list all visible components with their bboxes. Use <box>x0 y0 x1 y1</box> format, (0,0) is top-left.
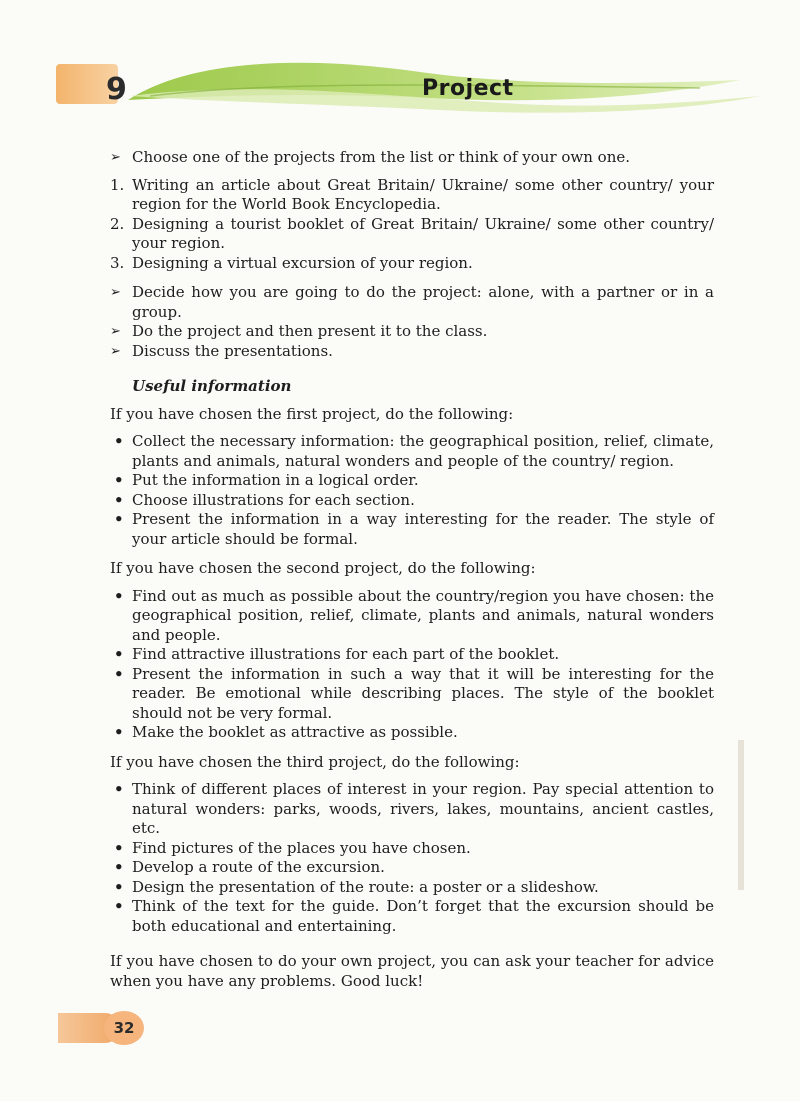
section-intro: If you have chosen the first project, do the following: <box>110 404 514 423</box>
steps-list <box>110 283 714 361</box>
list-item: • Develop a route of the excursion. <box>110 858 714 878</box>
page-content <box>110 148 714 991</box>
header-banner <box>0 0 800 140</box>
list-item: • Present the information in such a way that it will be interesting for the reader. Be emotional while describing places. The style of the booklet should not be very formal. <box>110 665 714 724</box>
list-item: ➢ Decide how you are going to do the project: alone, with a partner or in a group. <box>110 283 714 322</box>
page-title: Project <box>422 76 514 101</box>
closing-paragraph: If you have chosen to do your own project, you can ask your teacher for advice when you have any problems. Good luck! <box>110 952 714 990</box>
list-item: ➢ Choose one of the projects from the list or think of your own one. <box>110 148 714 168</box>
unit-number: 9 <box>106 72 127 107</box>
list-item: • Present the information in a way interesting for the reader. The style of your article should be formal. <box>110 510 714 549</box>
item-number: 1. <box>110 175 125 194</box>
useful-info-heading: Useful information <box>132 377 292 395</box>
list-item: • Think of the text for the guide. Don’t forget that the excursion should be both educational and entertaining. <box>110 897 714 936</box>
item-number: 3. <box>110 253 125 272</box>
section-intro: If you have chosen the third project, do the following: <box>110 752 520 771</box>
page-number: 32 <box>104 1011 144 1045</box>
section-1-list <box>110 432 714 549</box>
list-item: ➢ Do the project and then present it to the class. <box>110 322 714 342</box>
list-item <box>110 176 714 215</box>
project-list <box>110 176 714 274</box>
item-number: 2. <box>110 214 125 233</box>
item-text: Designing a tourist booklet of Great Britain/ Ukraine/ some other country/ your region. <box>132 214 714 252</box>
item-text: Writing an article about Great Britain/ Ukraine/ some other country/ your region for the World Book Encyclopedia. <box>132 175 714 213</box>
intro-list <box>110 148 714 168</box>
list-item: • Design the presentation of the route: a poster or a slideshow. <box>110 878 714 898</box>
list-item: • Choose illustrations for each section. <box>110 491 714 511</box>
list-item: • Collect the necessary information: the geographical position, relief, climate, plants and animals, natural wonders and people of the country/ region. <box>110 432 714 471</box>
list-item: • Put the information in a logical order. <box>110 471 714 491</box>
list-item: • Find out as much as possible about the country/region you have chosen: the geographical position, relief, climate, plants and animals, natural wonders and people. <box>110 587 714 646</box>
list-item: • Find attractive illustrations for each part of the booklet. <box>110 645 714 665</box>
section-2-list <box>110 587 714 743</box>
section-intro: If you have chosen the second project, do the following: <box>110 559 536 577</box>
item-text: Designing a virtual excursion of your region. <box>132 253 473 272</box>
page-edge-mark <box>738 740 744 890</box>
list-item: • Think of different places of interest in your region. Pay special attention to natural wonders: parks, woods, rivers, lakes, mountains, ancient castles, etc. <box>110 780 714 839</box>
list-item: • Find pictures of the places you have chosen. <box>110 839 714 859</box>
list-item: • Make the booklet as attractive as possible. <box>110 723 714 743</box>
section-3-list <box>110 780 714 936</box>
list-item <box>110 215 714 254</box>
list-item <box>110 254 714 274</box>
list-item: ➢ Discuss the presentations. <box>110 342 714 362</box>
